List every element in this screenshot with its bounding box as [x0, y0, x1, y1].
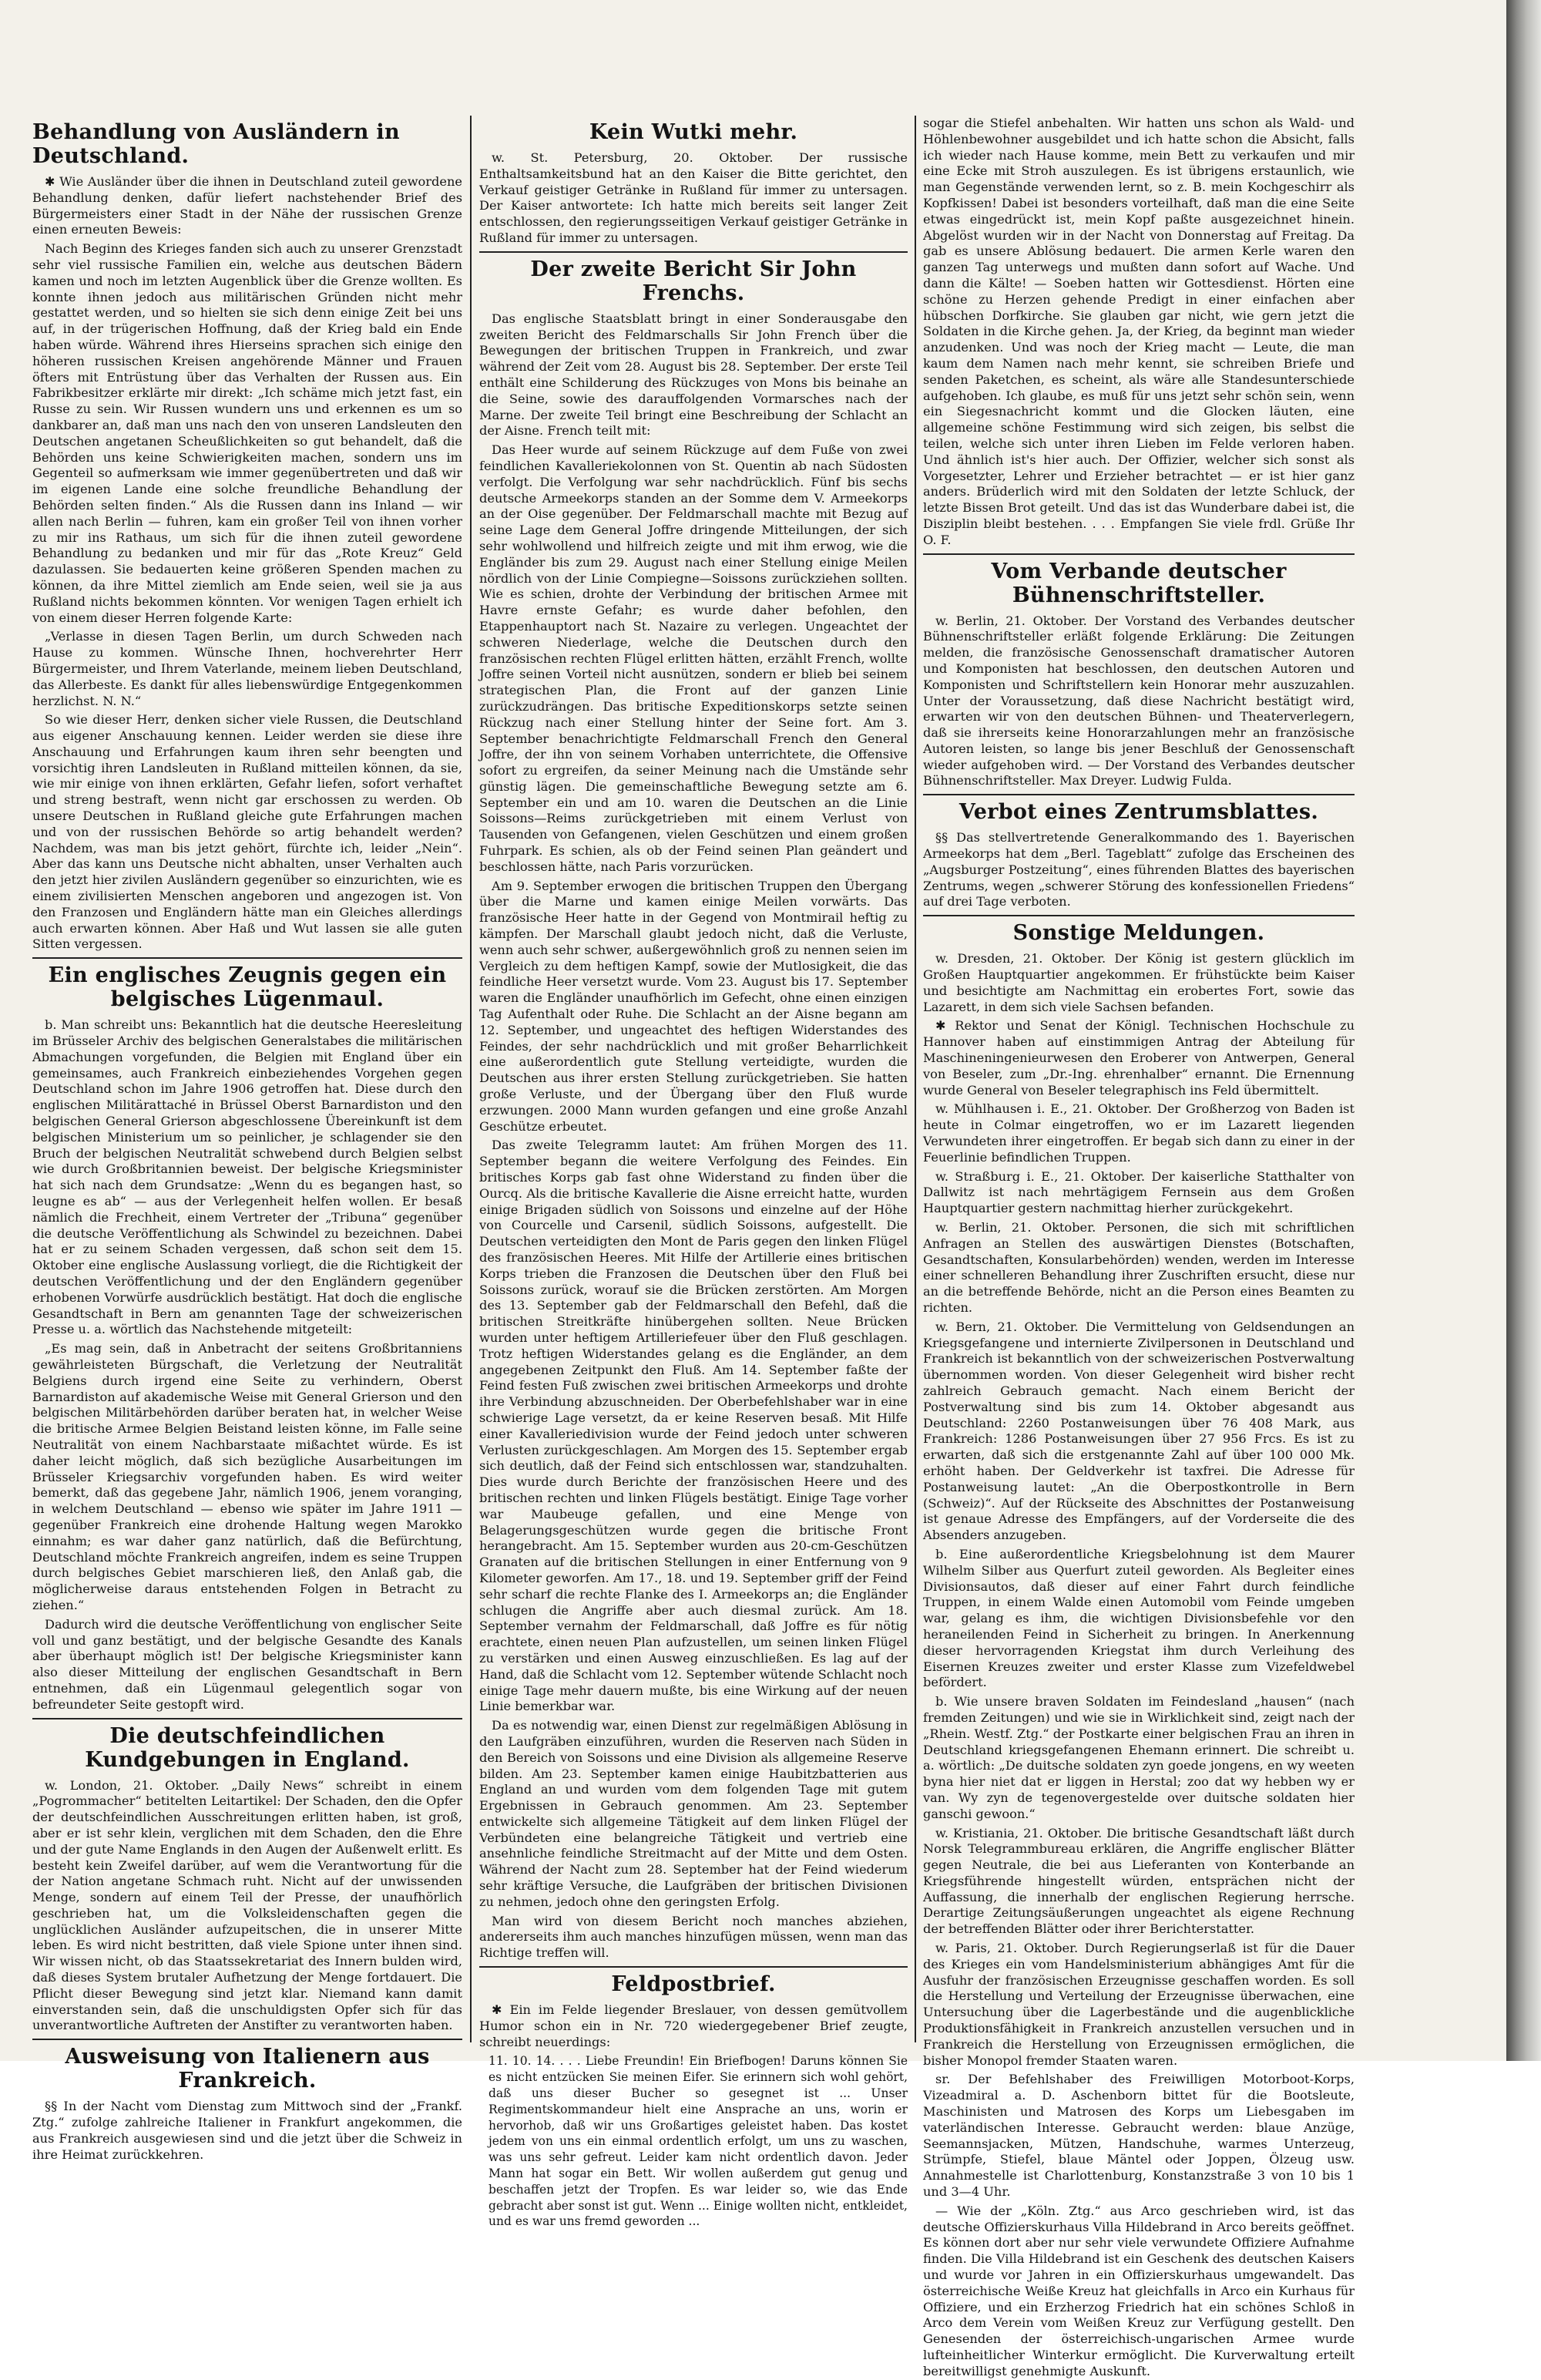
article-paragraph: „Verlasse in diesen Tagen Berlin, um durch Schweden nach Hause zu kommen. Wünsche Ihnen, hochverehrter Herr Bürgermeister, und Ihrem Vaterlande, meinem lieben Deutschland, das Allerbeste. Es dankt für alles liebenswürdige Entgegenkommen herzlichst. N. N.“ [32, 629, 462, 708]
column-2 [479, 116, 908, 2229]
article-paragraph: b. Eine außerordentliche Kriegsbelohnung ist dem Maurer Wilhelm Silber aus Querfurt zuteil geworden. Als Begleiter eines Divisionsautos, daß dieser auf einer Fahrt durch feindliche Truppen, in einem Walde einen Automobil vom Feinde umgeben war, gelang es ihm, die wichtigen Divisionsbefehle vor den heraneilenden Feind in Sicherheit zu bringen. In Anerkennung dieser hervorragenden Kriegstat ihm durch Verleihung des Eisernen Kreuzes zweiter und erster Klasse zum Vizefeldwebel befördert. [923, 1546, 1355, 1690]
article-separator [923, 794, 1355, 795]
column-rule [470, 116, 472, 2042]
article-separator [479, 251, 908, 253]
article-separator [923, 915, 1355, 916]
article-paragraph: ✱ Rektor und Senat der Königl. Technischen Hochschule zu Hannover haben auf einstimmigen Antrag der Abteilung für Maschineningenieurwesen den Eroberer von Antwerpen, General von Beseler, zum „Dr.-Ing. ehrenhalber“ ernannt. Die Ernennung wurde General von Beseler telegraphisch ins Feld übermittelt. [923, 1018, 1355, 1098]
article-paragraph: w. Berlin, 21. Oktober. Personen, die sich mit schriftlichen Anfragen an Stellen des auswärtigen Dienstes (Botschaften, Gesandtschaften, Konsularbehörden) wenden, werden im Interesse einer schnelleren Behandlung ihrer Zuschriften ersucht, diese nur an die betreffende Behörde, nicht an die Person eines Beamten zu richten. [923, 1220, 1355, 1315]
article-paragraph: Man wird von diesem Bericht noch manches abziehen, andererseits ihm auch manches hinzufügen müssen, wenn man das Richtige treffen will. [479, 1913, 908, 1961]
article-paragraph: sr. Der Befehlshaber des Freiwilligen Motorboot-Korps, Vizeadmiral a. D. Aschenborn bittet für die Bootsleute, Maschinisten und Matrosen des Korps um Liebesgaben im vaterländischen Interesse. Gebraucht werden: blaue Anzüge, Seemannsjacken, Mützen, Handschuhe, warmes Unterzeug, Strümpfe, Stiefel, blaue Mäntel oder Joppen, Ölzeug usw. Annahmestelle ist Charlottenburg, Konstanzstraße 3 von 10 bis 1 und 3—4 Uhr. [923, 2072, 1355, 2200]
article-headline: Der zweite Bericht Sir John Frenchs. [530, 257, 857, 305]
article-headline: Behandlung von Ausländern in Deutschland. [32, 120, 400, 168]
article-headline: Sonstige Meldungen. [1012, 921, 1265, 946]
article-separator [923, 553, 1355, 555]
letter-text: 11. 10. 14. . . . Liebe Freundin! Ein Briefbogen! Daruns können Sie es nicht entzücken Sie meinen Eifer. Sie erinnern sich wohl gehört, daß uns dieser Bucher so gesegnet ist ... Unser Regimentskommandeur hielt eine Ansprache an uns, worin er hervorhob, daß wir uns Großartiges geleistet haben. Das kostet jedem von uns ein einmal ordentlich erfolgt, um uns zu waschen, was uns sehr gefreut. Leider kam nicht ordentlich davon. Jeder Mann hat sogar ein Bett. Wir wollen außerdem gut genug und beschaffen jetzt der Tropfen. Es war leider so, wie das Ende gebracht aber sonst ist gut. Wenn ... Einige wollten nicht, entkleidet, und es war uns fremd geworden ... [488, 2054, 908, 2229]
article-paragraph: Das Heer wurde auf seinem Rückzuge auf dem Fuße von zwei feindlichen Kavalleriekolonnen von St. Quentin ab nach Südosten verfolgt. Die Verfolgung war sehr nachdrücklich. Fünf bis sechs deutsche Armeekorps standen an der Somme dem V. Armeekorps an der Oise gegenüber. Der Feldmarschall machte mit Bezug auf seine Lage dem General Joffre dringende Mitteilungen, der sich sehr wohlwollend und hilfreich zeigte und mit ihm erwog, wie die Engländer bis zum 29. August nach einer Stellung einige Meilen nördlich von der Linie Compiegne—Soissons zurückziehen sollten. Wie es schien, drohte der Verbindung der britischen Armee mit Havre ernste Gefahr; es wurde daher befohlen, den Etappenhauptort nach St. Nazaire zu verlegen. Ungeachtet der schweren Niederlage, welche die Deutschen durch den französischen rechten Flügel erlitten hätten, erzählt French, wollte Joffre seinen Vorteil nicht ausnützen, sondern er blieb bei seinem strategischen Plan, die Front auf der ganzen Linie zurückzudrängen. Das britische Expeditionskorps setzte seinen Rückzug nach einer Stellung hinter der Seine fort. Am 3. September benachrichtigte Feldmarschall French den General Joffre, der ihn von seinem Vorhaben unterrichtete, die Offensive sofort zu ergreifen, da seiner Meinung nach die Umstände sehr günstig lägen. Die gemeinschaftliche Bewegung setzte am 6. September ein und am 10. waren die Deutschen an die Linie Soissons—Reims zurückgetrieben mit einem Verlust von Tausenden von Gefangenen, vielen Geschützen und einem großen Fuhrpark. Es schien, als ob der Feind seinen Plan geändert und beschlossen hätte, nach Paris vorzurücken. [479, 442, 908, 874]
article-headline: Verbot eines Zentrumsblattes. [959, 800, 1319, 825]
article-paragraph: w. Dresden, 21. Oktober. Der König ist gestern glücklich im Großen Hauptquartier angekommen. Er frühstückte beim Kaiser und besichtigte am Nachmittag ein erobertes Fort, sowie das Lazarett, in dem sich viele Sachsen befanden. [923, 951, 1355, 1014]
article-paragraph: b. Man schreibt uns: Bekanntlich hat die deutsche Heeresleitung im Brüsseler Archiv des belgischen Generalstabes die militärischen Abmachungen vorgefunden, die Belgien mit England über ein gemeinsames, auch Frankreich einbeziehendes Vorgehen gegen Deutschland schon im Jahre 1906 getroffen hat. Diese durch den englischen Militärattaché in Brüssel Oberst Barnardiston und den belgischen General Grierson abgeschlossene Übereinkunft ist dem belgischen Ministerium um so peinlicher, je schlagender sie den Bruch der belgischen Neutralität schwebend durch Belgien selbst wie durch Großbritannien beweist. Der belgische Kriegsminister hat sich nach dem Grundsatze: „Wenn du es begangen hast, so leugne es ab“ — aus der Verlegenheit helfen wollen. Er besaß nämlich die Frechheit, einem Vertreter der „Tribuna“ gegenüber die deutsche Veröffentlichung als Schwindel zu bezeichnen. Dabei hat er zu seinem Schaden vergessen, daß schon seit dem 15. Oktober eine englische Auslassung vorliegt, die die Richtigkeit der deutschen Veröffentlichung und der den Engländern gegenüber erhobenen Vorwürfe ausdrücklich bestätigt. Hat doch die englische Gesandtschaft in Bern am genannten Tage der schweizerischen Presse u. a. wörtlich das Nachstehende mitgeteilt: [32, 1017, 462, 1337]
article-paragraph: b. Wie unsere braven Soldaten im Feindesland „hausen“ (nach fremden Zeitungen) und wie sie in Wirklichkeit sind, zeigt nach der „Rhein. Westf. Ztg.“ der Postkarte einer belgischen Frau an ihren in Deutschland kriegsgefangenen Ehemann erinnert. Die schreibt u. a. wörtlich: „De duitsche soldaten zyn goede jongens, en wy weeten byna hier niet dat er liggen in Herstal; zoo dat wy hebben wy er van. Wy zyn de tegenovergestelde over duitsche soldaten hier ganschi gewoon.“ [923, 1694, 1355, 1821]
article-paragraph: w. Straßburg i. E., 21. Oktober. Der kaiserliche Statthalter von Dallwitz ist nach mehrtägigem Fernsein aus dem Großen Hauptquartier gestern nachmittag hierher zurückgekehrt. [923, 1168, 1355, 1216]
book-binding-edge [1506, 0, 1541, 2061]
article-paragraph: sogar die Stiefel anbehalten. Wir hatten uns schon als Wald- und Höhlenbewohner ausgebildet und ich hatte schon die Absicht, falls ich wieder nach Hause komme, mein Bett zu verkaufen und mir eine Ecke mit Stroh auszulegen. Es ist übrigens erstaunlich, wie man Gegenstände verwenden lernt, so z. B. mein Kochgeschirr als Kopfkissen! Dabei ist besonders vorteilhaft, daß man die eine Seite etwas eingedrückt ist, mein Kopf paßte ausgezeichnet hinein. Abgelöst wurden wir in der Nacht von Donnerstag auf Freitag. Da gab es unsere Ablösung bedauert. Die armen Kerle waren den ganzen Tag unterwegs und mußten dann sofort auf Wache. Und dann die Kälte! — Soeben hatten wir Gottesdienst. Hörten eine schöne zu Herzen gehende Predigt in einer einfachen aber hübschen Dorfkirche. Sie glauben gar nicht, wie gern jetzt die Soldaten in die Kirche gehen. Ja, der Krieg, da beginnt man wieder anzudenken. Und was noch der Krieg macht — Leute, die man kaum dem Namen nach mehr kennt, sie schreiben Briefe und senden Paketchen, es scheint, als wäre alle Standesunterschiede aufgehoben. Ich glaube, es muß für uns jetzt sehr schön sein, wenn ein Siegesnachricht kommt und die Glocken läuten, eine allgemeine schöne Festimmung wird sich zeigen, bis selbst die teilen, welche sich unter ihren Lieben im Felde verloren haben. Und ähnlich ist's hier auch. Der Offizier, welcher sich sonst als Vorgesetzter, Lehrer und Erzieher betrachtet — er ist hier ganz anders. Brüderlich wird mit den Soldaten der letzte Schluck, der letzte Bissen Brot geteilt. Und das ist das Wunderbare dabei ist, die Disziplin bleibt bestehen. . . . Empfangen Sie viele frdl. Grüße Ihr O. F. [923, 116, 1355, 547]
article-paragraph: w. Kristiania, 21. Oktober. Die britische Gesandtschaft läßt durch Norsk Telegrammbureau erklären, die Angriffe englischer Blätter gegen Neutrale, die bei aus Lieferanten von Konterbande an Kriegsführende hingestellt würden, entsprächen nicht der Auffassung, die innerhalb der englischen Regierung herrsche. Derartige Zeitungsäußerungen ungeachtet als eigene Rechnung der betreffenden Blätter oder ihrer Berichterstatter. [923, 1825, 1355, 1937]
article-paragraph: w. Mühlhausen i. E., 21. Oktober. Der Großherzog von Baden ist heute in Colmar eingetroffen, wo er im Lazarett liegenden Verwundeten ihrer eingetroffen. Er begab sich dann zu einer in der Feuerlinie befindlichen Truppen. [923, 1101, 1355, 1165]
article-paragraph: Da es notwendig war, einen Dienst zur regelmäßigen Ablösung in den Laufgräben einzuführen, wurden die Reserven nach Süden in den Bereich von Soissons und eine Division als allgemeine Reserve bilden. Am 23. September kamen einige Haubitzbatterien aus England an und wurden vom dem folgenden Tage mit gutem Ergebnissen in Gebrauch genommen. Am 23. September entwickelte sich allgemeine Tätigkeit auf dem linken Flügel der Verbündeten eine belangreiche Tätigkeit und vertrieb eine ansehnliche feindliche Streitmacht auf der Mitte und dem Osten. Während der Nacht zum 28. September hat der Feind wiederum sehr kräftige Versuche, die Laufgräben der britischen Divisionen zu nehmen, jedoch ohne den geringsten Erfolg. [479, 1718, 908, 1909]
article-paragraph: ✱ Wie Ausländer über die ihnen in Deutschland zuteil gewordene Behandlung denken, dafür liefert nachstehender Brief des Bürgermeisters einer Stadt in der Nähe der russischen Grenze einen erneuten Beweis: [32, 174, 462, 237]
column-3 [923, 116, 1355, 2378]
article-paragraph: §§ In der Nacht vom Dienstag zum Mittwoch sind der „Frankf. Ztg.“ zufolge zahlreiche Italiener in Frankfurt angekommen, die aus Frankreich ausgewiesen sind und die jetzt über die Schweiz in ihre Heimat zurückkehren. [32, 2099, 462, 2162]
article-paragraph: w. Bern, 21. Oktober. Die Vermittelung von Geldsendungen an Kriegsgefangene und internierte Zivilpersonen in Deutschland und Frankreich ist bekanntlich von der schweizerischen Postverwaltung übernommen worden. Von dieser Gelegenheit wird bisher recht zahlreich Gebrauch gemacht. Nach einem Bericht der Postverwaltung sind bis zum 14. Oktober abgesandt aus Deutschland: 2260 Postanweisungen über 76 408 Mark, aus Frankreich: 1286 Postanweisungen über 27 956 Frcs. Es ist zu erwarten, daß sich die erstgenannte Zahl auf über 100 000 Mk. erhöht haben. Der Geldverkehr ist taxfrei. Die Adresse für Postanweisung lautet: „An die Oberpostkontrolle in Bern (Schweiz)“. Auf der Rückseite des Abschnittes der Postanweisung ist genaue Adresse des Empfängers, auf der Vorderseite die des Absenders anzugeben. [923, 1319, 1355, 1543]
article-headline: Die deutschfeindlichen Kundgebungen in England. [85, 1723, 410, 1772]
article-separator [32, 2039, 462, 2040]
article-paragraph: w. London, 21. Oktober. „Daily News“ schreibt in einem „Pogrommacher“ betitelten Leitartikel: Der Schaden, den die Opfer der deutschfeindlichen Ausschreitungen erlitten haben, ist groß, aber er ist sehr klein, verglichen mit dem Schaden, den die Ehre und der gute Name Englands in den Augen der Außenwelt erlitt. Es besteht kein Zweifel darüber, auf wem die Verantwortung für die der Nation angetane Schmach ruht. Nicht auf der unwissenden Menge, sondern auf einem Teil der Presse, der unaufhörlich geschrieben hat, um die Volksleidenschaften gegen die unglücklichen Ausländer aufzupeitschen, die in unserer Mitte leben. Es wird nicht bestritten, daß viele Spione unter ihnen sind. Wir wissen nicht, ob das Staatssekretariat des Innern bulden wird, daß dieses System brutaler Aufhetzung der Menge fortdauert. Die Pflicht dieser Bewegung sind jetzt klar. Niemand kann damit einverstanden sein, daß die unschuldigsten Opfer sich für das unverantwortliche Auftreten der Anstifter zu verantworten haben. [32, 1777, 462, 2033]
article-paragraph: Am 9. September erwogen die britischen Truppen den Übergang über die Marne und kamen einige Meilen vorwärts. Das französische Heer hatte in der Gegend von Montmirail heftig zu kämpfen. Der Marschall glaubt jedoch nicht, daß die Verluste, wenn auch sehr schwer, außergewöhnlich groß zu nennen seien im Vergleich zu dem heftigen Kampf, sowie der Mutlosigkeit, die das feindliche Heer versetzt wurde. Vom 23. August bis 17. September waren die Engländer unaufhörlich im Gefecht, ohne einen einzigen Tag Aufenthalt oder Ruhe. Die Schlacht an der Aisne begann am 12. September, und ungeachtet des heftigen Widerstandes des Feindes, der sehr nachdrücklich und mit großer Beharrlichkeit eine außerordentlich gute Stellung verteidigte, wurden die Deutschen aus ihrer ersten Stellung zurückgetrieben. Sie hatten große Verluste, und der Übergang über den Fluß wurde erzwungen. 2000 Mann wurden gefangen und eine große Anzahl Geschütze erbeutet. [479, 878, 908, 1134]
article-headline: Ausweisung von Italienern aus Frankreich. [65, 2045, 430, 2093]
column-1 [32, 116, 462, 2162]
article-paragraph: Das englische Staatsblatt bringt in einer Sonderausgabe den zweiten Bericht des Feldmarschalls Sir John French über die Bewegungen der britischen Truppen in Frankreich, und zwar während der Zeit vom 28. August bis 28. September. Der erste Teil enthält eine Schilderung des Rückzuges von Mons bis beinahe an die Seine, sowie des darauffolgenden Vormarsches nach der Marne. Der zweite Teil bringt eine Beschreibung der Schlacht an der Aisne. French teilt mit: [479, 311, 908, 439]
article-paragraph: §§ Das stellvertretende Generalkommando des 1. Bayerischen Armeekorps hat dem „Berl. Tageblatt“ zufolge das Erscheinen des „Augsburger Postzeitung“, eines führenden Blattes des bayerischen Zentrums, wegen „schwerer Störung des konfessionellen Friedens“ auf drei Tage verboten. [923, 830, 1355, 909]
article-separator [32, 957, 462, 959]
article-headline: Ein englisches Zeugnis gegen ein belgisches Lügenmaul. [48, 963, 447, 1012]
column-rule [915, 116, 916, 2042]
article-paragraph: Nach Beginn des Krieges fanden sich auch zu unserer Grenzstadt sehr viel russische Familien ein, welche aus deutschen Bädern kamen und noch im letzten Augenblick über die Grenze wollten. Es konnte ihnen jedoch aus militärischen Gründen nicht mehr gestattet werden, und so hielten sie sich denn einige Zeit bei uns auf, in der trügerischen Hoffnung, daß der Krieg bald ein Ende haben würde. Während ihres Hierseins sprachen sich einige den höheren russischen Kreisen angehörende Männer und Frauen öfters mit Entrüstung über das Verhalten der Russen aus. Ein Fabrikbesitzer erklärte mir direkt: „Ich schäme mich jetzt fast, ein Russe zu sein. Wir Russen wundern uns und erkennen es um so dankbarer an, daß man uns nach den von unseren Landsleuten den Deutschen angetanen Scheußlichkeiten so gut behandelt, daß die Behörden uns keine Schwierigkeiten machen, sondern uns im Gegenteil so aufmerksam wie immer gegenübertreten und daß wir im eigenen Lande eine solche freundliche Behandlung der Behörden selten finden.“ Als die Russen dann ins Inland — wir allen nach Berlin — fuhren, kam ein großer Teil von ihnen vorher zu mir ins Rathaus, um sich für die ihnen zuteil gewordene Behandlung zu bedanken und mir für das „Rote Kreuz“ Geld dazulassen. Sie bedauerten keine größeren Spenden machen zu können, da ihre Mittel ziemlich am Ende seien, weil sie ja aus Rußland nichts bekommen könnten. Vor wenigen Tagen erhielt ich von einem dieser Herren folgende Karte: [32, 241, 462, 625]
article-separator [479, 1966, 908, 1968]
article-paragraph: „Es mag sein, daß in Anbetracht der seitens Großbritanniens gewährleisteten Bürgschaft, die Verletzung der Neutralität Belgiens durch irgend eine Seite zu verhindern, Oberst Barnardiston auf akademische Weise mit General Grierson und den belgischen Militärbehörden darüber beraten hat, in welcher Weise die britische Armee Belgien Beistand leisten könne, im Falle seine Neutralität von einem Nachbarstaate mißachtet würde. Es ist daher leicht möglich, daß sich bezügliche Ausarbeitungen im Brüsseler Kriegsarchiv vorgefunden haben. Es wird weiter bemerkt, daß das gegebene Jahr, nämlich 1906, jenem voranging, in welchem Deutschland — ebenso wie später im Jahre 1911 — gegenüber Frankreich eine drohende Haltung wegen Marokko einnahm; es war daher ganz natürlich, daß die Befürchtung, Deutschland möchte Frankreich angreifen, indem es seine Truppen durch belgisches Gebiet marschieren ließ, den Anlaß gab, die möglicherweise daraus entstehenden Folgen in Betracht zu ziehen.“ [32, 1341, 462, 1612]
article-paragraph: Dadurch wird die deutsche Veröffentlichung von englischer Seite voll und ganz bestätigt, und der belgische Gesandte des Kanals aber überhaupt möglich ist! Der belgische Kriegsminister kann also dieser Mitteilung der englischen Gesandtschaft in Bern entnehmen, daß ein Lügenmaul gelegentlich sogar von befreundeter Seite gestopft wird. [32, 1616, 462, 1712]
article-paragraph: w. St. Petersburg, 20. Oktober. Der russische Enthaltsamkeitsbund hat an den Kaiser die Bitte gerichtet, den Verkauf geistiger Getränke in Rußland für immer zu untersagen. Der Kaiser antwortete: Ich hatte mich bereits seit langer Zeit entschlossen, den regierungsseitigen Verkauf geistiger Getränke in Rußland für immer zu untersagen. [479, 150, 908, 245]
article-paragraph: So wie dieser Herr, denken sicher viele Russen, die Deutschland aus eigener Anschauung kennen. Leider werden sie diese ihre Anschauung und Erfahrungen kaum ihren sehr beengten und vorsichtig ihren Landsleuten in Rußland mitteilen können, da sie, wie mir einige von ihnen erklärten, Gefahr liefen, sofort verhaftet und streng bestraft, wenn nicht gar erschossen zu werden. Ob unsere Deutschen in Rußland gleiche gute Erfahrungen machen und von der russischen Behörde so artig behandelt werden? Nachdem, was man bis jetzt gehört, fürchte ich, leider „Nein“. Aber das kann uns Deutsche nicht abhalten, unser Verhalten auch den jetzt hier zivilen Ausländern gegenüber so einzurichten, wie es einem zivilisierten Menschen angeboren und angezogen ist. Von den Franzosen und Engländern hätte man ein Gleiches allerdings auch erwarten können. Aber Haß und Wut lassen sie alle guten Sitten vergessen. [32, 712, 462, 952]
article-paragraph: w. Berlin, 21. Oktober. Der Vorstand des Verbandes deutscher Bühnenschriftsteller erläßt folgende Erklärung: Die Zeitungen melden, die französische Genossenschaft dramatischer Autoren und Komponisten hat beschlossen, den deutschen Autoren und Komponisten und Schriftstellern kein Honorar mehr auszuzahlen. Unter der Voraussetzung, daß diese Nachricht bestätigt wird, erwarten wir von den deutschen Bühnen- und Theaterverlegern, daß sie ihrerseits keine Honorarzahlungen mehr an französische Autoren leisten, so lange bis jener Beschluß der Genossenschaft wieder aufgehoben wird. — Der Vorstand des Verbandes deutscher Bühnenschriftsteller. Max Dreyer. Ludwig Fulda. [923, 613, 1355, 788]
article-paragraph: — Wie der „Köln. Ztg.“ aus Arco geschrieben wird, ist das deutsche Offizierskurhaus Villa Hildebrand in Arco bereits geöffnet. Es können dort aber nur sehr viele verwundete Offiziere Aufnahme finden. Die Villa Hildebrand ist ein Geschenk des deutschen Kaisers und wurde vor Jahren in ein Offizierskurhaus umgewandelt. Das österreichische Weiße Kreuz hat gleichfalls in Arco ein Kurhaus für Offiziere, und ein Erzherzog Friedrich hat ein schönes Schloß in Arco dem Verein vom Weißen Kreuz zur Verfügung gestellt. Den Genesenden der österreichisch-ungarischen Armee wurde lufteinheitlicher Winterkur ermöglicht. Die Kurverwaltung erteilt bereitwilligst genehmigte Auskunft. [923, 2203, 1355, 2378]
article-headline: Vom Verbande deutscher Bühnenschriftsteller. [991, 559, 1287, 607]
article-paragraph: ✱ Ein im Felde liegender Breslauer, von dessen gemütvollem Humor schon ein in Nr. 720 wiedergegebener Brief zeugte, schreibt neuerdings: [479, 2002, 908, 2049]
article-paragraph: Das zweite Telegramm lautet: Am frühen Morgen des 11. September begann die weitere Verfolgung des Feindes. Ein britisches Korps gab fast ohne Widerstand zu finden über die Ourcq. Als die britische Kavallerie die Aisne erreicht hatte, wurden einige Brigaden südlich von Soissons und einzelne auf der Höhe von Courcelle und Carsenil, südlich Soissons, aufgestellt. Die Deutschen verteidigten den Mont de Paris gegen den linken Flügel des französischen Heeres. Mit Hilfe der Artillerie eines britischen Korps trieben die Franzosen die Deutschen über den Fluß bei Soissons zurück, worauf sie die Brücken zerstörten. Am Morgen des 13. September gab der Feldmarschall den Befehl, daß die britischen Streitkräfte hinübergehen sollten. Neue Brücken wurden unter heftigem Artilleriefeuer über den Fluß geschlagen. Trotz heftigen Widerstandes gelang es die Engländer, an dem angegebenen Zeitpunkt den Fluß. Am 14. September faßte der Feind festen Fuß zwischen zwei britischen Armeekorps und drohte ihre Verbindung abzuschneiden. Der Oberbefehlshaber war in eine schwierige Lage versetzt, da er keine Reserven besaß. Mit Hilfe einer Kavalleriedivision wurde der Feind jedoch unter schweren Verlusten zurückgeschlagen. Am Morgen des 15. September ergab sich deutlich, daß der Feind sich entschlossen war, standzuhalten. Dies wurde durch Berichte der französischen Heere und des britischen rechten und linken Flügels bestätigt. Einige Tage vorher war Maubeuge gefallen, und eine Menge von Belagerungsgeschützen wurde gegen die britische Front herangebracht. Am 15. September wurden aus 20-cm-Geschützen Granaten auf die britischen Stellungen in einer Entfernung von 9 Kilometer geworfen. Am 17., 18. und 19. September griff der Feind sehr scharf die rechte Flanke des I. Armeekorps an; die Engländer schlugen die Angriffe aber auch diesmal zurück. Am 18. September vernahm der Feldmarschall, daß Joffre es für nötig erachtete, einen neuen Plan aufzustellen, um seinen linken Flügel zu verstärken und einen Ausweg einzuschließen. Es lag auf der Hand, daß die Schlacht vom 12. September wütende Schlacht noch einige Tage mehr dauern mußte, bis eine Wirkung auf der neuen Linie bemerkbar war. [479, 1138, 908, 1714]
article-headline: Feldpostbrief. [611, 1972, 776, 1997]
article-paragraph: w. Paris, 21. Oktober. Durch Regierungserlaß ist für die Dauer des Krieges ein vom Handelsministerium abhängiges Amt für die Ausfuhr der französischen Erzeugnisse geschaffen worden. Es soll die Herstellung und Verteilung der Erzeugnisse überwachen, eine Untersuchung über die Lagerbestände und die augenblickliche Produktionsfähigkeit in Frankreich anzustellen versuchen und in Frankreich die Herstellung von Erzeugnissen ermöglichen, die bisher Monopol fremder Staaten waren. [923, 1941, 1355, 2068]
article-separator [32, 1718, 462, 1719]
article-headline: Kein Wutki mehr. [589, 120, 798, 144]
